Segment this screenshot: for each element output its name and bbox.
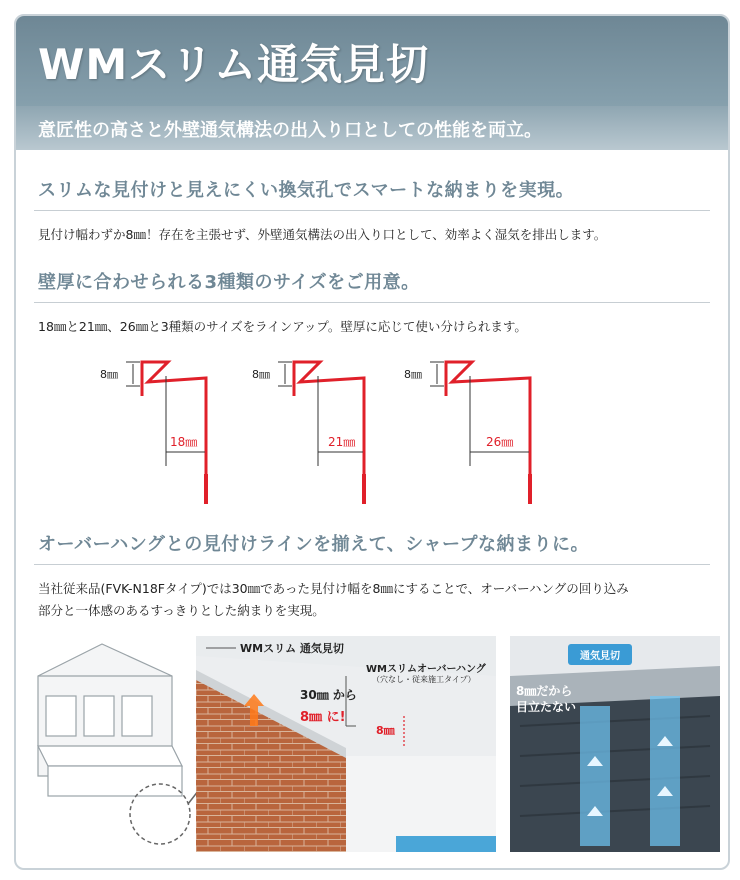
overhang-photo (196, 636, 496, 852)
divider (34, 210, 710, 211)
divider (34, 302, 710, 303)
section-text-sizes: 18㎜と21㎜、26㎜と3種類のサイズをラインアップ。壁厚に応じて使い分けられます。 (38, 319, 527, 334)
page-title: WMスリム通気見切 (38, 40, 430, 89)
subtitle-bar (16, 106, 728, 150)
product-card (14, 14, 730, 870)
airflow-photo (510, 636, 720, 852)
measure-label: 8㎜ (376, 724, 395, 737)
page-subtitle: 意匠性の高さと外壁通気構法の出入り口としての性能を両立。 (38, 120, 542, 141)
height-label: 8㎜ (100, 368, 118, 381)
width-label: 18㎜ (170, 435, 198, 449)
section-heading-sizes: 壁厚に合わせられる3種類のサイズをご用意。 (38, 272, 420, 293)
width-label: 21㎜ (328, 435, 356, 449)
overhang-callout: WMスリムオーバーハング (366, 664, 486, 675)
height-label: 8㎜ (404, 368, 422, 381)
section-heading-slim: スリムな見付けと見えにくい換気孔でスマートな納まりを実現。 (38, 180, 575, 201)
note-line-2: 目立たない (516, 700, 577, 714)
title-bar (16, 16, 728, 106)
section-heading-overhang: オーバーハングとの見付けラインを揃えて、シャープな納まりに。 (38, 534, 590, 555)
profile-diagram-21 (248, 356, 398, 516)
section-text-slim: 見付け幅わずか8㎜！存在を主張せず、外壁通気構法の出入り口として、効率よく湿気を排出します。 (38, 227, 607, 242)
badge-vent: 通気見切 (568, 644, 632, 665)
airflow-photo-art (510, 636, 720, 852)
profile-diagram-18 (96, 356, 246, 516)
section-text-overhang-1: 当社従来品(FVK-N18Fタイプ)では30㎜であった見付け幅を8㎜にすることで、オーバーハングの回り込み (38, 581, 629, 596)
width-label: 26㎜ (486, 435, 514, 449)
overhang-callout-sub: （穴なし・従来施工タイプ） (372, 675, 476, 684)
from-width-label: 30㎜ から (300, 688, 357, 702)
divider (34, 564, 710, 565)
profile-diagram-26 (400, 356, 550, 516)
house-line-drawing (32, 636, 202, 852)
to-width-label: 8㎜ に! (300, 710, 346, 725)
note-line-1: 8㎜だから (516, 684, 573, 698)
product-callout: WMスリム 通気見切 (240, 642, 344, 655)
section-text-overhang-2: 部分と一体感のあるすっきりとした納まりを実現。 (38, 603, 325, 618)
height-label: 8㎜ (252, 368, 270, 381)
